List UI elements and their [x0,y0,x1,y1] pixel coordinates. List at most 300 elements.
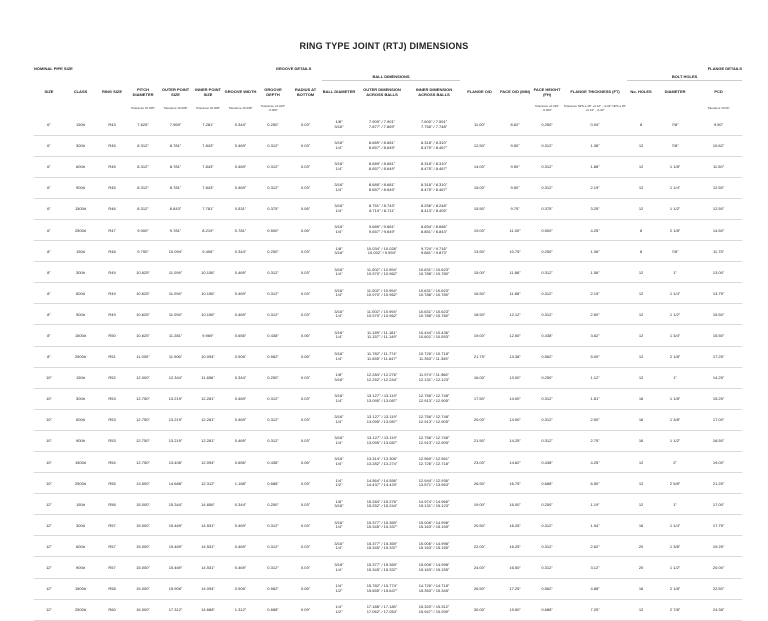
header-no-holes: No. HOLES [630,89,652,95]
cell-flange-od: 19.00" [460,325,499,346]
cell-outer-dimension [356,219,408,240]
cell-inner-dimension-line: 15.006" / 14.998" [418,540,450,546]
cell-radius: 0.06" [289,219,322,240]
cell-inner-dimension [408,115,460,136]
cell-diameter: 1 3/8" [655,409,695,430]
cell-pitch-diameter: 11.000" [127,346,159,367]
cell-outer-dimension [356,599,408,620]
cell-inner-dimension-line: 8.475" / 8.467" [420,165,448,171]
cell-outer-dimension-line: 17.062" / 17.054" [366,608,398,614]
cell-outer-point: 8.781" [159,156,192,177]
cell-ball-diameter-line: 1/2" [335,482,343,488]
cell-outer-dimension-line: 10.034" / 10.026" [366,245,398,251]
cell-outer-point: 11.281" [159,325,192,346]
cell-groove-depth: 0.312" [257,388,289,409]
cell-ball-diameter-line: 1/4" [335,566,343,572]
cell-flange-thickness: 2.50" [563,409,627,430]
cell-inner-dimension-line: 8.318" / 8.310" [420,182,448,188]
cell-ball-diameter [322,409,356,430]
cell-diameter: 7/8" [655,135,695,156]
cell-ball-diameter [322,473,356,494]
cell-radius: 0.03" [289,409,322,430]
cell-inner-dimension [408,304,460,325]
cell-inner-dimension-line: 15.320" / 15.312" [418,604,450,610]
cell-flange-od: 21.75" [460,346,499,367]
cell-outer-point: 13.406" [159,452,192,473]
cell-ball-diameter-line: 1/4" [335,271,343,277]
cell-no-holes: 12 [627,367,655,388]
cell-inner-point: 12.281" [192,388,224,409]
tolerance-pcd: Tolerance ±0.06" [707,105,730,110]
cell-ball-diameter-line: 3/16" [334,182,344,188]
header-outer-point-size: OUTER POINT SIZE [161,86,190,97]
cell-outer-dimension-line: 12.284" / 12.276" [366,372,398,378]
cell-flange-od: 20.50" [460,515,499,536]
cell-outer-dimension [356,177,408,198]
cell-inner-point: 7.843" [192,135,224,156]
header-ring-size: RING SIZE [102,89,123,94]
cell-diameter: 1" [655,494,695,515]
cell-size: 12" [34,599,64,620]
cell-groove-width: 1.188" [224,473,257,494]
cell-face-od: 9.50" [499,156,531,177]
header-face-od: FACE O/D (MIN) [500,89,531,94]
cell-pcd: 17.00" [695,409,742,430]
cell-ring-size: R55 [97,473,127,494]
cell-groove-depth: 0.438" [257,452,289,473]
cell-inner-dimension [408,409,460,430]
cell-inner-dimension [408,156,460,177]
cell-pcd: 20.00" [695,557,742,578]
cell-pcd: 15.50" [695,304,742,325]
cell-outer-dimension [356,262,408,283]
cell-flange-thickness: 2.50" [563,304,627,325]
header-inner-dimension: INNER DIMENSION ACROSS BALLS [415,86,453,97]
cell-inner-point: 14.688" [192,599,224,620]
header-class: CLASS [73,89,88,94]
cell-flange-od: 14.00" [460,156,499,177]
cell-ball-diameter [322,115,356,136]
cell-ball-diameter-line: 3/16" [334,266,344,272]
cell-pitch-diameter: 15.000" [127,494,159,515]
cell-pitch-diameter: 9.750" [127,241,159,262]
cell-flange-thickness: 0.94" [563,115,627,136]
cell-diameter: 2 1/8" [655,219,695,240]
cell-no-holes: 16 [627,409,655,430]
cell-inner-dimension [408,241,460,262]
cell-size: 6" [34,115,64,136]
table-row [34,135,742,156]
cell-groove-depth: 0.312" [257,536,289,557]
cell-flange-od: 13.50" [460,241,499,262]
cell-face-height: 0.312" [531,515,563,536]
cell-no-holes: 8 [627,219,655,240]
cell-outer-dimension-line: 15.345" / 15.337" [366,566,398,572]
table-row [34,578,742,599]
table-row [34,515,742,536]
cell-size: 6" [34,156,64,177]
cell-outer-dimension [356,325,408,346]
cell-inner-dimension [408,599,460,620]
tolerance-inner-point: Tolerance ±0.008" [195,105,221,110]
cell-face-height: 0.250" [531,241,563,262]
cell-ball-diameter-line: 3/16" [334,561,344,567]
group-groove-details: GROOVE DETAILS [275,65,312,71]
cell-outer-dimension-line: 15.377" / 15.369" [366,519,398,525]
cell-outer-dimension-line: 17.188" / 17.180" [366,604,398,610]
cell-outer-dimension-line: 8.751" / 8.743" [368,203,396,209]
cell-inner-dimension-line: 12.131" / 12.123" [418,376,450,382]
cell-groove-depth: 0.562" [257,578,289,599]
cell-groove-depth: 0.562" [257,346,289,367]
cell-pcd: 21.25" [695,473,742,494]
cell-outer-dimension-line: 8.689" / 8.681" [368,182,396,188]
cell-face-height: 0.562" [531,578,563,599]
cell-ball-diameter [322,494,356,515]
cell-ring-size: R46 [97,198,127,219]
cell-ball-diameter-line: 1/4" [335,477,343,483]
cell-class: 900# [64,430,97,451]
cell-groove-depth: 0.688" [257,473,289,494]
cell-flange-thickness: 1.94" [563,515,627,536]
cell-ball-diameter [322,156,356,177]
cell-ring-size: R60 [97,599,127,620]
cell-groove-depth: 0.312" [257,409,289,430]
cell-inner-point: 11.656" [192,367,224,388]
cell-pitch-diameter: 15.000" [127,515,159,536]
cell-radius: 0.03" [289,494,322,515]
cell-inner-dimension [408,494,460,515]
cell-inner-dimension-line: 12.756" / 12.748" [418,435,450,441]
cell-radius: 0.03" [289,515,322,536]
cell-ball-diameter-line: 3/16" [334,287,344,293]
cell-ring-size: R45 [97,156,127,177]
cell-groove-depth: 0.250" [257,494,289,515]
cell-flange-od: 19.00" [460,219,499,240]
cell-ring-size: R57 [97,557,127,578]
cell-outer-dimension-line: 7.909" / 7.901" [368,118,396,124]
cell-radius: 0.03" [289,177,322,198]
cell-flange-od: 24.00" [460,557,499,578]
cell-radius: 0.03" [289,262,322,283]
cell-groove-width: 0.781" [224,219,257,240]
cell-outer-dimension [356,473,408,494]
cell-outer-dimension-line: 8.657" / 8.649" [368,186,396,192]
cell-groove-width: 0.344" [224,494,257,515]
cell-inner-dimension-line: 15.163" / 15.155" [418,545,450,551]
cell-groove-depth: 0.312" [257,156,289,177]
cell-radius: 0.06" [289,198,322,219]
cell-outer-dimension [356,241,408,262]
cell-ring-size: R50 [97,325,127,346]
cell-ball-diameter-line: 1/8" [335,498,343,504]
cell-flange-thickness: 1.88" [563,156,627,177]
cell-inner-point: 14.531" [192,536,224,557]
cell-ring-size: R49 [97,262,127,283]
cell-class: 900# [64,557,97,578]
cell-inner-point: 8.219" [192,219,224,240]
cell-ball-diameter [322,536,356,557]
cell-inner-dimension-line: 10.788" / 10.780" [418,292,450,298]
header-pcd: PCD [714,89,723,95]
cell-radius: 0.06" [289,346,322,367]
table-row [34,599,742,620]
tolerance-flange-thickness: Tolerance NPS ≤ 18" +0.12" , -0.02" NPS ≥ 20" +0.19" , -0.02" [563,103,627,112]
cell-inner-point: 7.281" [192,115,224,136]
cell-ball-diameter-line: 3/16" [334,376,344,382]
cell-radius: 0.03" [289,388,322,409]
cell-groove-depth: 0.438" [257,325,289,346]
cell-face-height: 0.312" [531,388,563,409]
cell-pcd: 17.25" [695,346,742,367]
cell-face-od: 14.25" [499,430,531,451]
cell-inner-dimension-line: 10.631" / 10.623" [418,266,450,272]
cell-size: 8" [34,325,64,346]
cell-outer-point: 11.094" [159,304,192,325]
cell-ring-size: R49 [97,283,127,304]
cell-inner-dimension-line: 12.913" / 12.905" [418,418,450,424]
cell-flange-thickness: 6.50" [563,473,627,494]
cell-outer-point: 17.312" [159,599,192,620]
cell-groove-width: 0.469" [224,557,257,578]
cell-outer-dimension-line: 11.157" / 11.149" [366,334,398,340]
cell-outer-dimension [356,409,408,430]
cell-outer-point: 15.469" [159,515,192,536]
cell-pcd: 19.00" [695,452,742,473]
cell-flange-thickness: 2.19" [563,283,627,304]
cell-pitch-diameter: 12.750" [127,430,159,451]
cell-face-od: 9.50" [499,177,531,198]
cell-no-holes: 16 [627,388,655,409]
cell-face-od: 14.00" [499,409,531,430]
cell-inner-dimension-line: 9.881" / 9.873" [420,250,448,256]
cell-class: 300# [64,262,97,283]
cell-flange-od: 17.50" [460,388,499,409]
cell-face-height: 0.438" [531,452,563,473]
table-row [34,346,742,367]
cell-ball-diameter-line: 1/4" [335,418,343,424]
cell-outer-dimension-line: 15.284" / 15.276" [366,498,398,504]
cell-outer-point: 8.781" [159,177,192,198]
cell-groove-depth: 0.250" [257,115,289,136]
cell-radius: 0.09" [289,473,322,494]
cell-size: 8" [34,346,64,367]
cell-pitch-diameter: 12.750" [127,409,159,430]
tolerance-groove-width: Tolerance ±0.008" [228,105,253,110]
cell-outer-dimension-line: 11.655" / 11.647" [366,355,398,361]
cell-face-od: 11.88" [499,262,531,283]
cell-face-od: 14.62" [499,452,531,473]
cell-diameter: 1" [655,262,695,283]
cell-no-holes: 12 [627,452,655,473]
cell-face-od: 8.62" [499,115,531,136]
cell-inner-point: 7.781" [192,198,224,219]
cell-ball-diameter-line: 1/4" [335,229,343,235]
cell-diameter: 1 3/8" [655,536,695,557]
cell-flange-thickness: 3.25" [563,198,627,219]
cell-groove-depth: 0.312" [257,135,289,156]
cell-ball-diameter [322,578,356,599]
cell-face-od: 11.88" [499,283,531,304]
cell-class: 150# [64,367,97,388]
cell-class: 1500# [64,325,97,346]
cell-flange-thickness: 3.62" [563,325,627,346]
cell-groove-depth: 0.312" [257,262,289,283]
cell-inner-dimension-line: 10.788" / 10.780" [418,271,450,277]
cell-face-height: 0.312" [531,430,563,451]
cell-outer-dimension [356,494,408,515]
cell-outer-point: 8.781" [159,135,192,156]
cell-inner-dimension [408,346,460,367]
cell-inner-point: 10.156" [192,283,224,304]
cell-face-height: 0.312" [531,283,563,304]
cell-flange-thickness: 2.19" [563,177,627,198]
cell-ball-diameter-line: 1/4" [335,207,343,213]
cell-inner-point: 14.531" [192,557,224,578]
cell-face-od: 16.75" [499,473,531,494]
cell-flange-od: 15.00" [460,177,499,198]
cell-outer-dimension-line: 15.345" / 15.337" [366,545,398,551]
cell-pcd: 12.50" [695,177,742,198]
cell-outer-dimension-line: 14.564" / 14.556" [366,477,398,483]
cell-ball-diameter-line: 3/16" [334,250,344,256]
cell-size: 12" [34,515,64,536]
cell-outer-dimension-line: 10.970" / 10.962" [366,292,398,298]
cell-ring-size: R58 [97,578,127,599]
cell-diameter: 1 1/8" [655,388,695,409]
cell-ring-size: R45 [97,135,127,156]
table-row [34,494,742,515]
cell-no-holes: 16 [627,515,655,536]
cell-ball-diameter-line: 1/4" [335,165,343,171]
cell-size: 12" [34,494,64,515]
cell-pcd: 11.50" [695,156,742,177]
cell-flange-thickness: 3.12" [563,557,627,578]
cell-ball-diameter-line: 1/4" [335,545,343,551]
cell-ball-diameter-line: 1/4" [335,461,343,467]
cell-groove-width: 0.469" [224,304,257,325]
cell-groove-depth: 0.312" [257,177,289,198]
cell-face-height: 0.250" [531,367,563,388]
cell-groove-width: 0.531" [224,198,257,219]
cell-flange-thickness: 1.12" [563,367,627,388]
cell-diameter: 7/8" [655,241,695,262]
cell-groove-width: 0.469" [224,283,257,304]
cell-inner-dimension-line: 8.256" / 8.248" [420,203,448,209]
table-row [34,557,742,578]
cell-diameter: 1 1/4" [655,515,695,536]
cell-inner-dimension-line: 12.913" / 12.905" [418,439,450,445]
cell-ring-size: R54 [97,452,127,473]
cell-ball-diameter [322,515,356,536]
cell-ball-diameter-line: 3/16" [334,456,344,462]
cell-inner-dimension-line: 10.631" / 10.623" [418,287,450,293]
header-flange-od: FLANGE O/D [467,89,492,94]
cell-size: 10" [34,452,64,473]
cell-flange-od: 12.50" [460,135,499,156]
cell-groove-width: 0.344" [224,367,257,388]
cell-outer-dimension-line: 15.252" / 15.244" [366,503,398,509]
cell-no-holes: 12 [627,473,655,494]
cell-ball-diameter-line: 3/16" [334,329,344,335]
cell-size: 10" [34,388,64,409]
cell-outer-dimension-line: 8.719" / 8.711" [369,207,395,213]
cell-size: 6" [34,177,64,198]
cell-no-holes: 12 [627,283,655,304]
cell-flange-od: 15.50" [460,198,499,219]
cell-face-od: 16.00" [499,494,531,515]
cell-face-od: 12.50" [499,325,531,346]
cell-class: 2500# [64,473,97,494]
cell-inner-dimension-line: 15.947" / 15.939" [418,608,450,614]
cell-ring-size: R43 [97,115,127,136]
cell-class: 300# [64,135,97,156]
cell-outer-dimension-line: 11.782" / 11.774" [366,350,398,356]
cell-size: 8" [34,241,64,262]
cell-outer-dimension [356,283,408,304]
cell-face-height: 0.312" [531,304,563,325]
cell-pitch-diameter: 12.750" [127,388,159,409]
cell-inner-dimension [408,325,460,346]
cell-class: 150# [64,494,97,515]
cell-ball-diameter [322,283,356,304]
cell-ball-diameter-line: 1/4" [335,292,343,298]
cell-inner-dimension-line: 15.006" / 14.998" [418,561,450,567]
cell-groove-width: 0.344" [224,115,257,136]
cell-outer-dimension [356,578,408,599]
cell-groove-width: 1.312" [224,599,257,620]
cell-radius: 0.03" [289,367,322,388]
cell-diameter: 2 1/8" [655,578,695,599]
cell-ball-diameter-line: 3/16" [334,140,344,146]
cell-flange-od: 21.50" [460,430,499,451]
cell-outer-dimension [356,346,408,367]
cell-groove-depth: 0.312" [257,283,289,304]
cell-ring-size: R53 [97,430,127,451]
cell-inner-point: 10.094" [192,346,224,367]
cell-pitch-diameter: 15.000" [127,578,159,599]
cell-inner-point: 9.406" [192,241,224,262]
cell-radius: 0.03" [289,536,322,557]
cell-class: 900# [64,177,97,198]
cell-ring-size: R51 [97,346,127,367]
cell-outer-dimension-line: 15.377" / 15.369" [366,561,398,567]
cell-groove-depth: 0.312" [257,304,289,325]
cell-flange-od: 30.00" [460,599,499,620]
cell-radius: 0.03" [289,241,322,262]
cell-outer-dimension-line: 9.689" / 9.681" [368,224,396,230]
cell-size: 12" [34,536,64,557]
cell-ball-diameter [322,557,356,578]
table-row [34,219,742,240]
cell-inner-dimension [408,262,460,283]
cell-pitch-diameter: 13.500" [127,473,159,494]
cell-groove-width: 0.469" [224,177,257,198]
cell-ball-diameter-line: 3/16" [334,435,344,441]
cell-inner-dimension [408,452,460,473]
cell-ring-size: R45 [97,177,127,198]
cell-no-holes: 12 [627,346,655,367]
cell-class: 2500# [64,599,97,620]
cell-ring-size: R52 [97,367,127,388]
cell-no-holes: 16 [627,430,655,451]
cell-groove-depth: 0.375" [257,198,289,219]
table-row [34,473,742,494]
cell-class: 2500# [64,346,97,367]
cell-outer-dimension-line: 13.095" / 13.087" [366,418,398,424]
cell-groove-width: 0.469" [224,388,257,409]
cell-face-height: 0.375" [531,198,563,219]
